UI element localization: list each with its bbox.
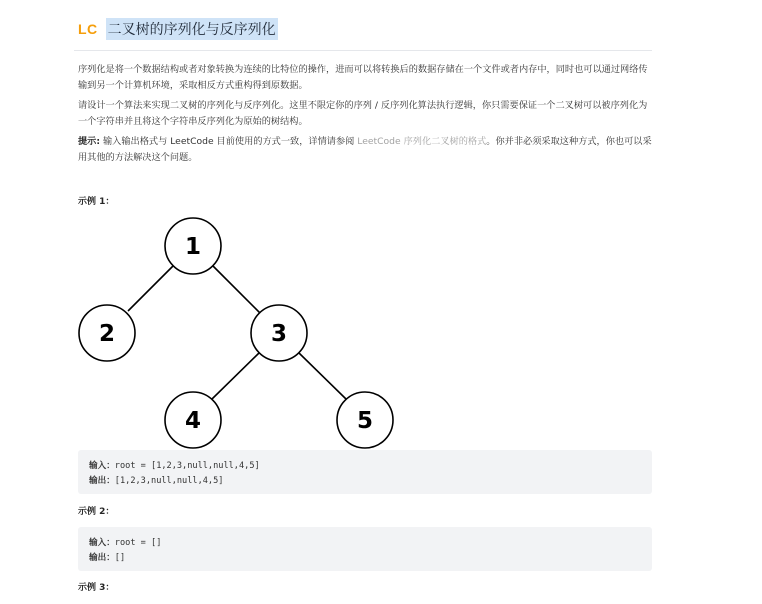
hint-text-post: 。你并非必须采取这种方式，你也可以采用其他的方法解决这个问题。 [78, 136, 652, 163]
description-paragraph-1: 序列化是将一个数据结构或者对象转换为连续的比特位的操作，进而可以将转换后的数据存储在一个文件或者内存中，同时也可以通过网络传输到另一个计算机环境，采取相反方式重构得到原数据。 [78, 64, 648, 91]
example-2-input: root = [] [114, 538, 162, 548]
leetcode-logo: LC [78, 21, 98, 37]
hint-text-pre: 输入输出格式与 LeetCode 目前使用的方式一致，详情请参阅 [100, 136, 358, 147]
input-label: 输入： [89, 461, 115, 471]
tree-node-3 [251, 305, 307, 361]
hint-label: 提示: [78, 136, 101, 147]
example-1-title: 示例 1： [78, 197, 115, 207]
example-2-code-block [78, 527, 652, 571]
example-2-output: [] [114, 553, 126, 563]
example-1-output-line [89, 474, 223, 486]
problem-title[interactable]: 二叉树的序列化与反序列化 [106, 18, 278, 40]
tree-node-1 [165, 218, 221, 274]
tree-node-label: 3 [270, 321, 288, 347]
example-1-input-line [89, 459, 260, 471]
tree-edge-3-5 [299, 353, 346, 399]
description-paragraph-2: 请设计一个算法来实现二叉树的序列化与反序列化。这里不限定你的序列 / 反序列化算法执行逻辑，你只需要保证一个二叉树可以被序列化为一个字符串并且将这个字符串反序列化为原始的树结构。 [78, 100, 648, 127]
tree-node-5 [337, 392, 393, 448]
example-3-title: 示例 3： [78, 583, 115, 593]
output-label: 输出： [89, 553, 115, 563]
example-1-input: root = [1,2,3,null,null,4,5] [114, 461, 260, 471]
format-link[interactable]: LeetCode 序列化二叉树的格式 [357, 136, 487, 147]
tree-node-label: 1 [184, 234, 202, 260]
tree-edge-1-2 [128, 266, 173, 311]
output-label: 输出： [89, 476, 115, 486]
tree-node-2 [79, 305, 135, 361]
example-1-code-block [78, 450, 652, 494]
input-label: 输入： [89, 538, 115, 548]
tree-edge-1-3 [213, 266, 260, 313]
example-2-title: 示例 2： [78, 507, 115, 517]
tree-node-label: 2 [98, 321, 116, 347]
tree-node-label: 4 [184, 408, 202, 434]
example-2-output-line [89, 551, 125, 563]
example-1-output: [1,2,3,null,null,4,5] [114, 476, 224, 486]
tree-node-label: 5 [356, 408, 374, 434]
tree-node-4 [165, 392, 221, 448]
tree-edge-3-4 [212, 353, 259, 399]
example-2-input-line [89, 536, 161, 548]
